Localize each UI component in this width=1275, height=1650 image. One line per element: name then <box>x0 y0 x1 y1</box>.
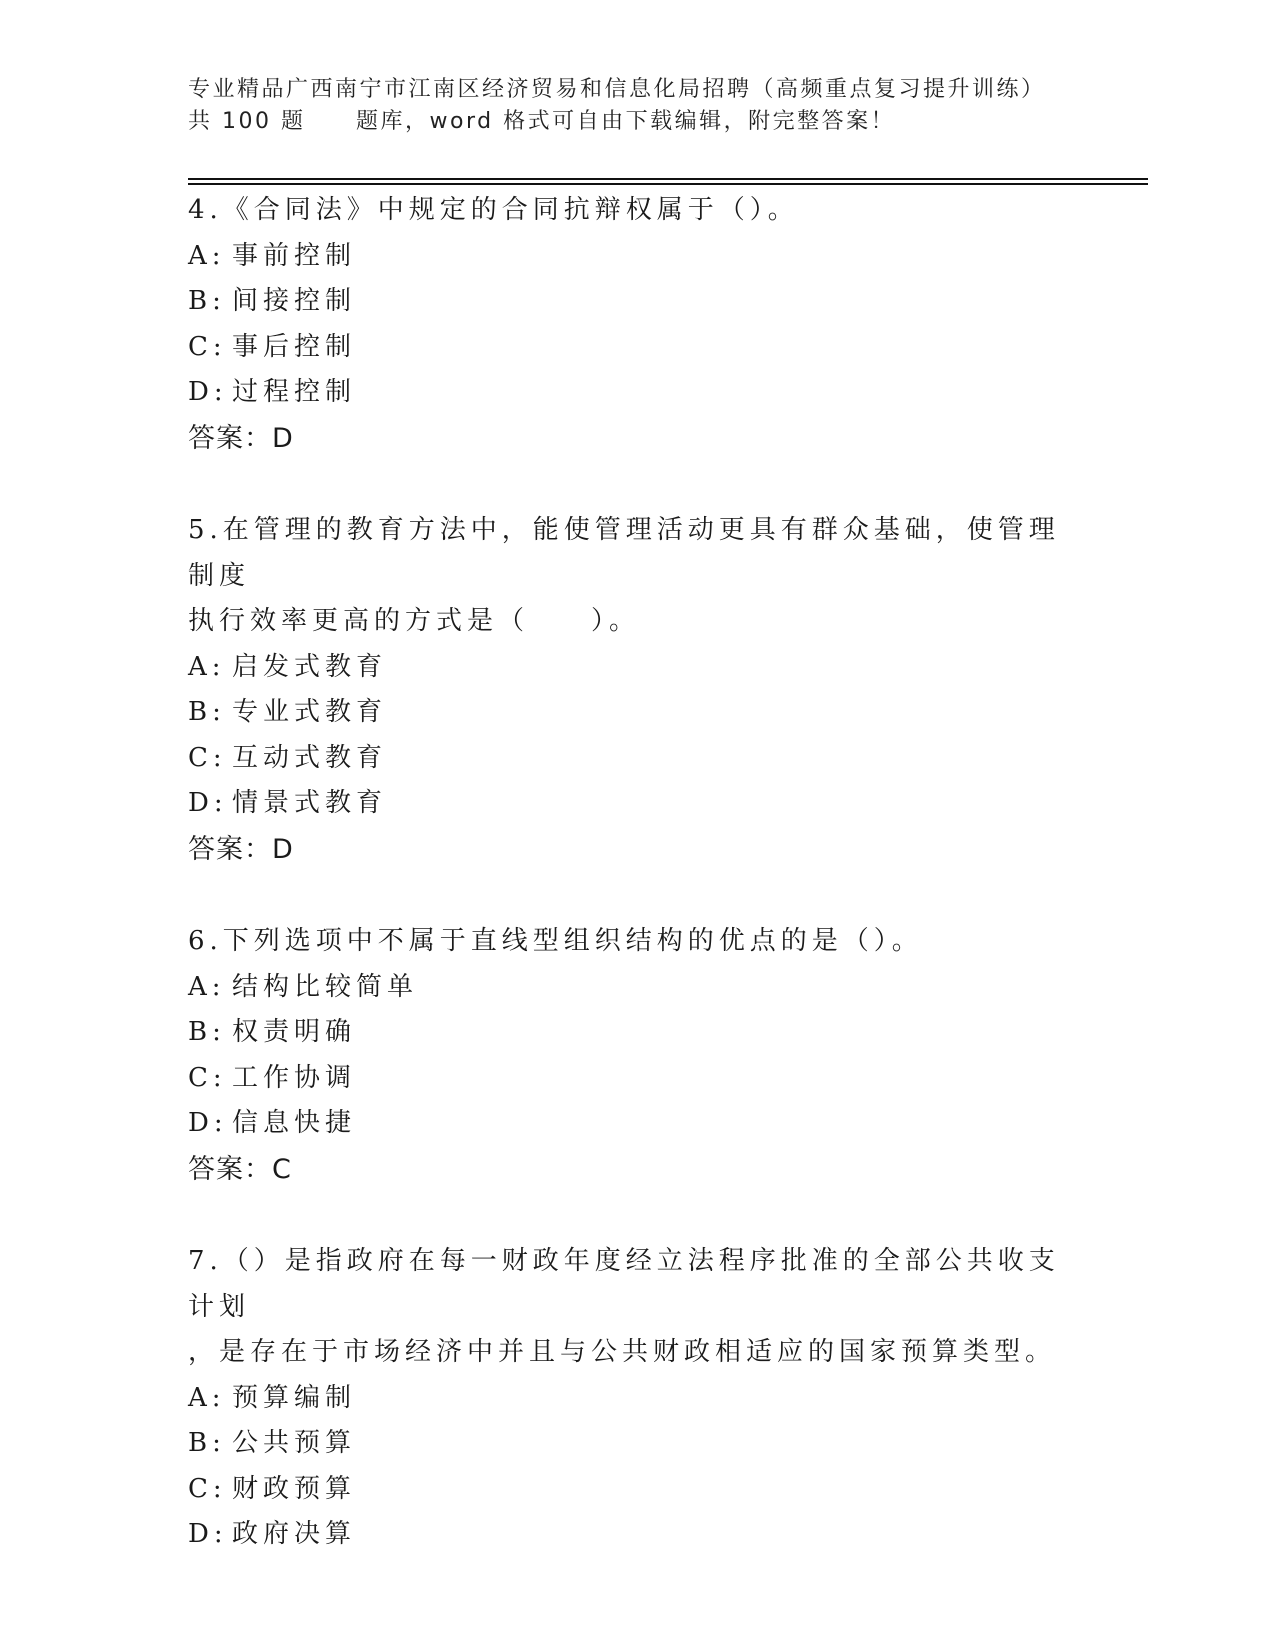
option-text: 间接控制 <box>232 286 357 316</box>
option-c <box>188 1056 1088 1102</box>
option-letter: B: <box>188 286 226 316</box>
question-item <box>188 508 1088 872</box>
option-b <box>188 1010 1088 1056</box>
header-title: 专业精品广西南宁市江南区经济贸易和信息化局招聘（高频重点复习提升训练） <box>188 77 1046 102</box>
option-text: 政府决算 <box>232 1519 357 1549</box>
option-text: 结构比较简单 <box>232 971 419 1002</box>
option-letter: C: <box>188 1062 227 1093</box>
question-stem-continued: ，是存在于市场经济中并且与公共财政相适应的国家预算类型。 <box>188 1337 1057 1367</box>
header-divider-top <box>188 178 1148 180</box>
option-d <box>188 1512 1088 1558</box>
option-letter: D: <box>188 1108 228 1138</box>
answer-label: 答案：D <box>188 833 294 865</box>
option-d <box>188 1101 1088 1147</box>
header-divider-bottom <box>188 183 1148 185</box>
option-letter: C: <box>188 331 227 362</box>
option-text: 事后控制 <box>232 331 357 362</box>
option-a <box>188 1376 1088 1422</box>
document-header <box>188 74 1148 138</box>
option-a <box>188 234 1088 280</box>
option-text: 财政预算 <box>232 1473 357 1504</box>
question-item <box>188 919 1088 1192</box>
option-d <box>188 781 1088 827</box>
question-stem: 6.下列选项中不属于直线型组织结构的优点的是（）。 <box>188 926 923 956</box>
option-c <box>188 325 1088 371</box>
option-letter: D: <box>188 1519 228 1549</box>
question-item <box>188 188 1088 461</box>
option-text: 互动式教育 <box>232 742 388 773</box>
question-item <box>188 1239 1088 1558</box>
header-subtitle <box>188 106 1148 138</box>
question-stem: 7.（）是指政府在每一财政年度经立法程序批准的全部公共收支计划 <box>188 1246 1060 1322</box>
question-stem: 5.在管理的教育方法中，能使管理活动更具有群众基础，使管理制度 <box>188 515 1060 591</box>
option-letter: A: <box>188 240 226 271</box>
option-letter: B: <box>188 697 226 727</box>
option-a <box>188 965 1088 1011</box>
option-b <box>188 279 1088 325</box>
option-text: 预算编制 <box>232 1382 357 1413</box>
option-letter: A: <box>188 651 226 682</box>
option-letter: B: <box>188 1428 226 1458</box>
option-letter: B: <box>188 1017 226 1047</box>
option-letter: D: <box>188 788 228 818</box>
question-count: 共 100 题 <box>188 109 306 134</box>
option-text: 权责明确 <box>232 1017 357 1047</box>
option-text: 信息快捷 <box>232 1108 357 1138</box>
option-text: 工作协调 <box>232 1062 357 1093</box>
option-text: 公共预算 <box>232 1428 357 1458</box>
option-text: 启发式教育 <box>232 651 388 682</box>
option-letter: C: <box>188 742 227 773</box>
option-letter: A: <box>188 1382 226 1413</box>
answer-label: 答案：D <box>188 422 294 454</box>
option-c <box>188 1467 1088 1513</box>
option-c <box>188 736 1088 782</box>
question-stem: 4.《合同法》中规定的合同抗辩权属于（）。 <box>188 195 799 225</box>
option-b <box>188 1421 1088 1467</box>
header-description: 题库，word 格式可自由下载编辑，附完整答案！ <box>356 109 896 134</box>
option-text: 过程控制 <box>232 377 357 407</box>
question-stem-continued: 执行效率更高的方式是（ ）。 <box>188 606 641 636</box>
option-text: 事前控制 <box>232 240 357 271</box>
option-b <box>188 690 1088 736</box>
question-list <box>188 188 1088 1605</box>
answer-label: 答案：C <box>188 1153 292 1185</box>
option-a <box>188 645 1088 691</box>
option-letter: C: <box>188 1473 227 1504</box>
option-d <box>188 370 1088 416</box>
option-text: 专业式教育 <box>232 697 388 727</box>
option-text: 情景式教育 <box>232 788 388 818</box>
option-letter: D: <box>188 377 228 407</box>
option-letter: A: <box>188 971 226 1002</box>
